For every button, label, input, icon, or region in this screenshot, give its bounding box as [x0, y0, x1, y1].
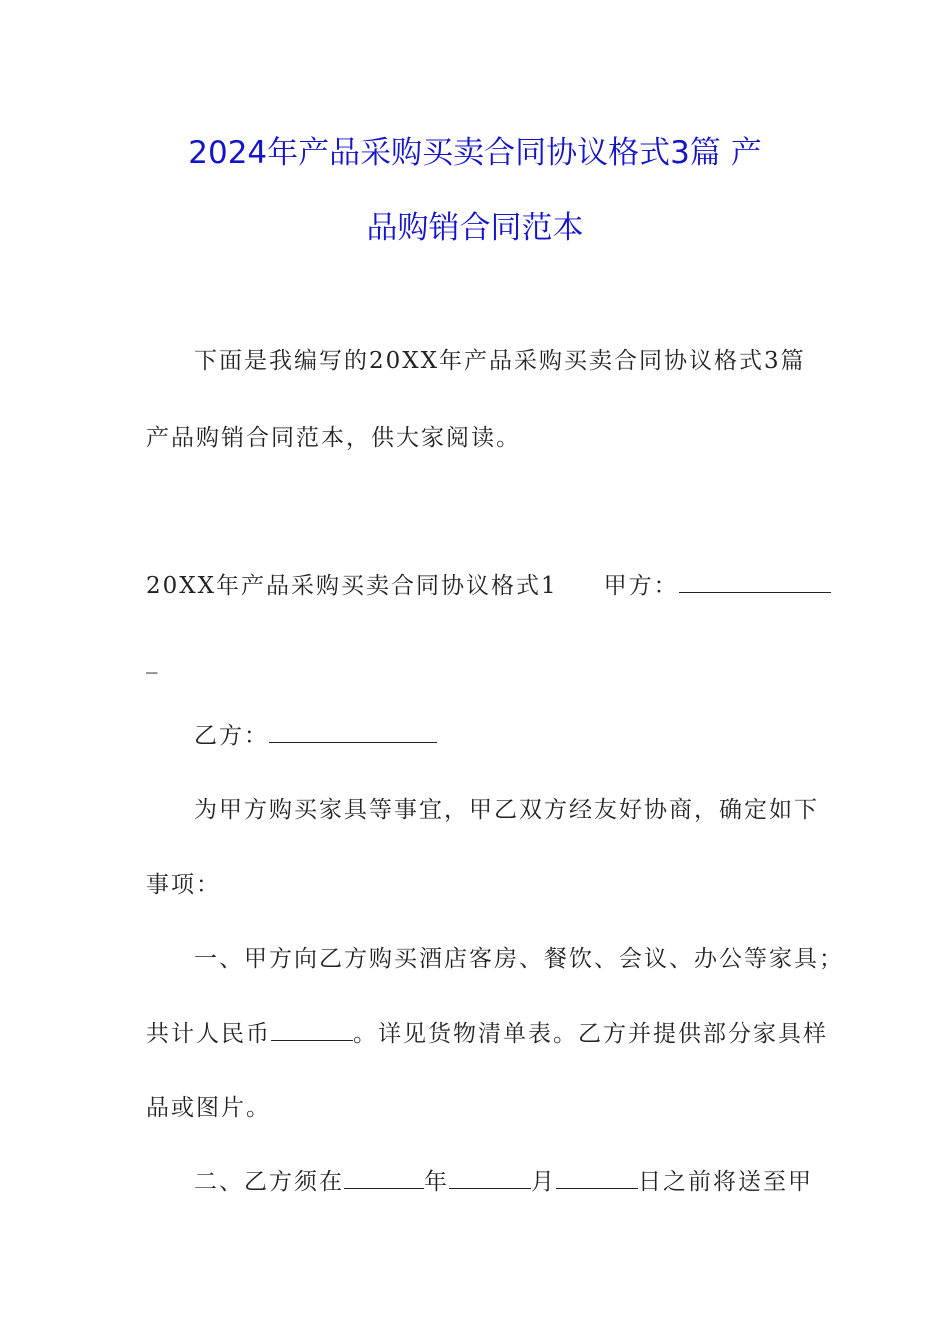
paragraph-2-line-1: 一、甲方向乙方购买酒店客房、餐饮、会议、办公等家具；	[194, 946, 844, 972]
year-label: 年	[424, 1169, 449, 1195]
party-a-blank-continuation: _	[146, 648, 158, 674]
party-b-blank	[269, 720, 437, 743]
paragraph-1-line-2: 事项：	[146, 872, 221, 898]
party-a-blank	[679, 570, 831, 593]
intro-line-2: 产品购销合同范本，供大家阅读。	[146, 425, 521, 451]
paragraph-2-line-2-rest: 。详见货物清单表。乙方并提供部分家具样	[353, 1021, 828, 1047]
paragraph-2-line-3: 品或图片。	[146, 1095, 271, 1121]
party-b-row	[194, 720, 437, 751]
total-amount-label: 共计人民币	[146, 1021, 271, 1047]
section-1-heading-row	[146, 570, 831, 601]
section-1-heading: 20XX年产品采购买卖合同协议格式1	[146, 573, 558, 599]
paragraph-3-line-1	[194, 1166, 813, 1197]
total-amount-blank	[271, 1018, 353, 1041]
month-label: 月	[531, 1169, 556, 1195]
paragraph-2-line-2	[146, 1018, 828, 1049]
month-blank	[449, 1166, 531, 1189]
year-blank	[344, 1166, 424, 1189]
delivery-clause-end: 日之前将送至甲	[638, 1169, 813, 1195]
intro-line-1: 下面是我编写的20XX年产品采购买卖合同协议格式3篇	[194, 348, 806, 374]
party-a-label: 甲方：	[603, 573, 679, 599]
document-title-line-2: 品购销合同范本	[366, 210, 584, 246]
day-blank	[556, 1166, 638, 1189]
paragraph-1-line-1: 为甲方购买家具等事宜，甲乙双方经友好协商，确定如下	[194, 797, 819, 823]
delivery-clause-start: 二、乙方须在	[194, 1169, 344, 1195]
party-b-label: 乙方：	[194, 723, 269, 749]
document-title-line-1: 2024年产品采购买卖合同协议格式3篇 产	[188, 135, 762, 171]
